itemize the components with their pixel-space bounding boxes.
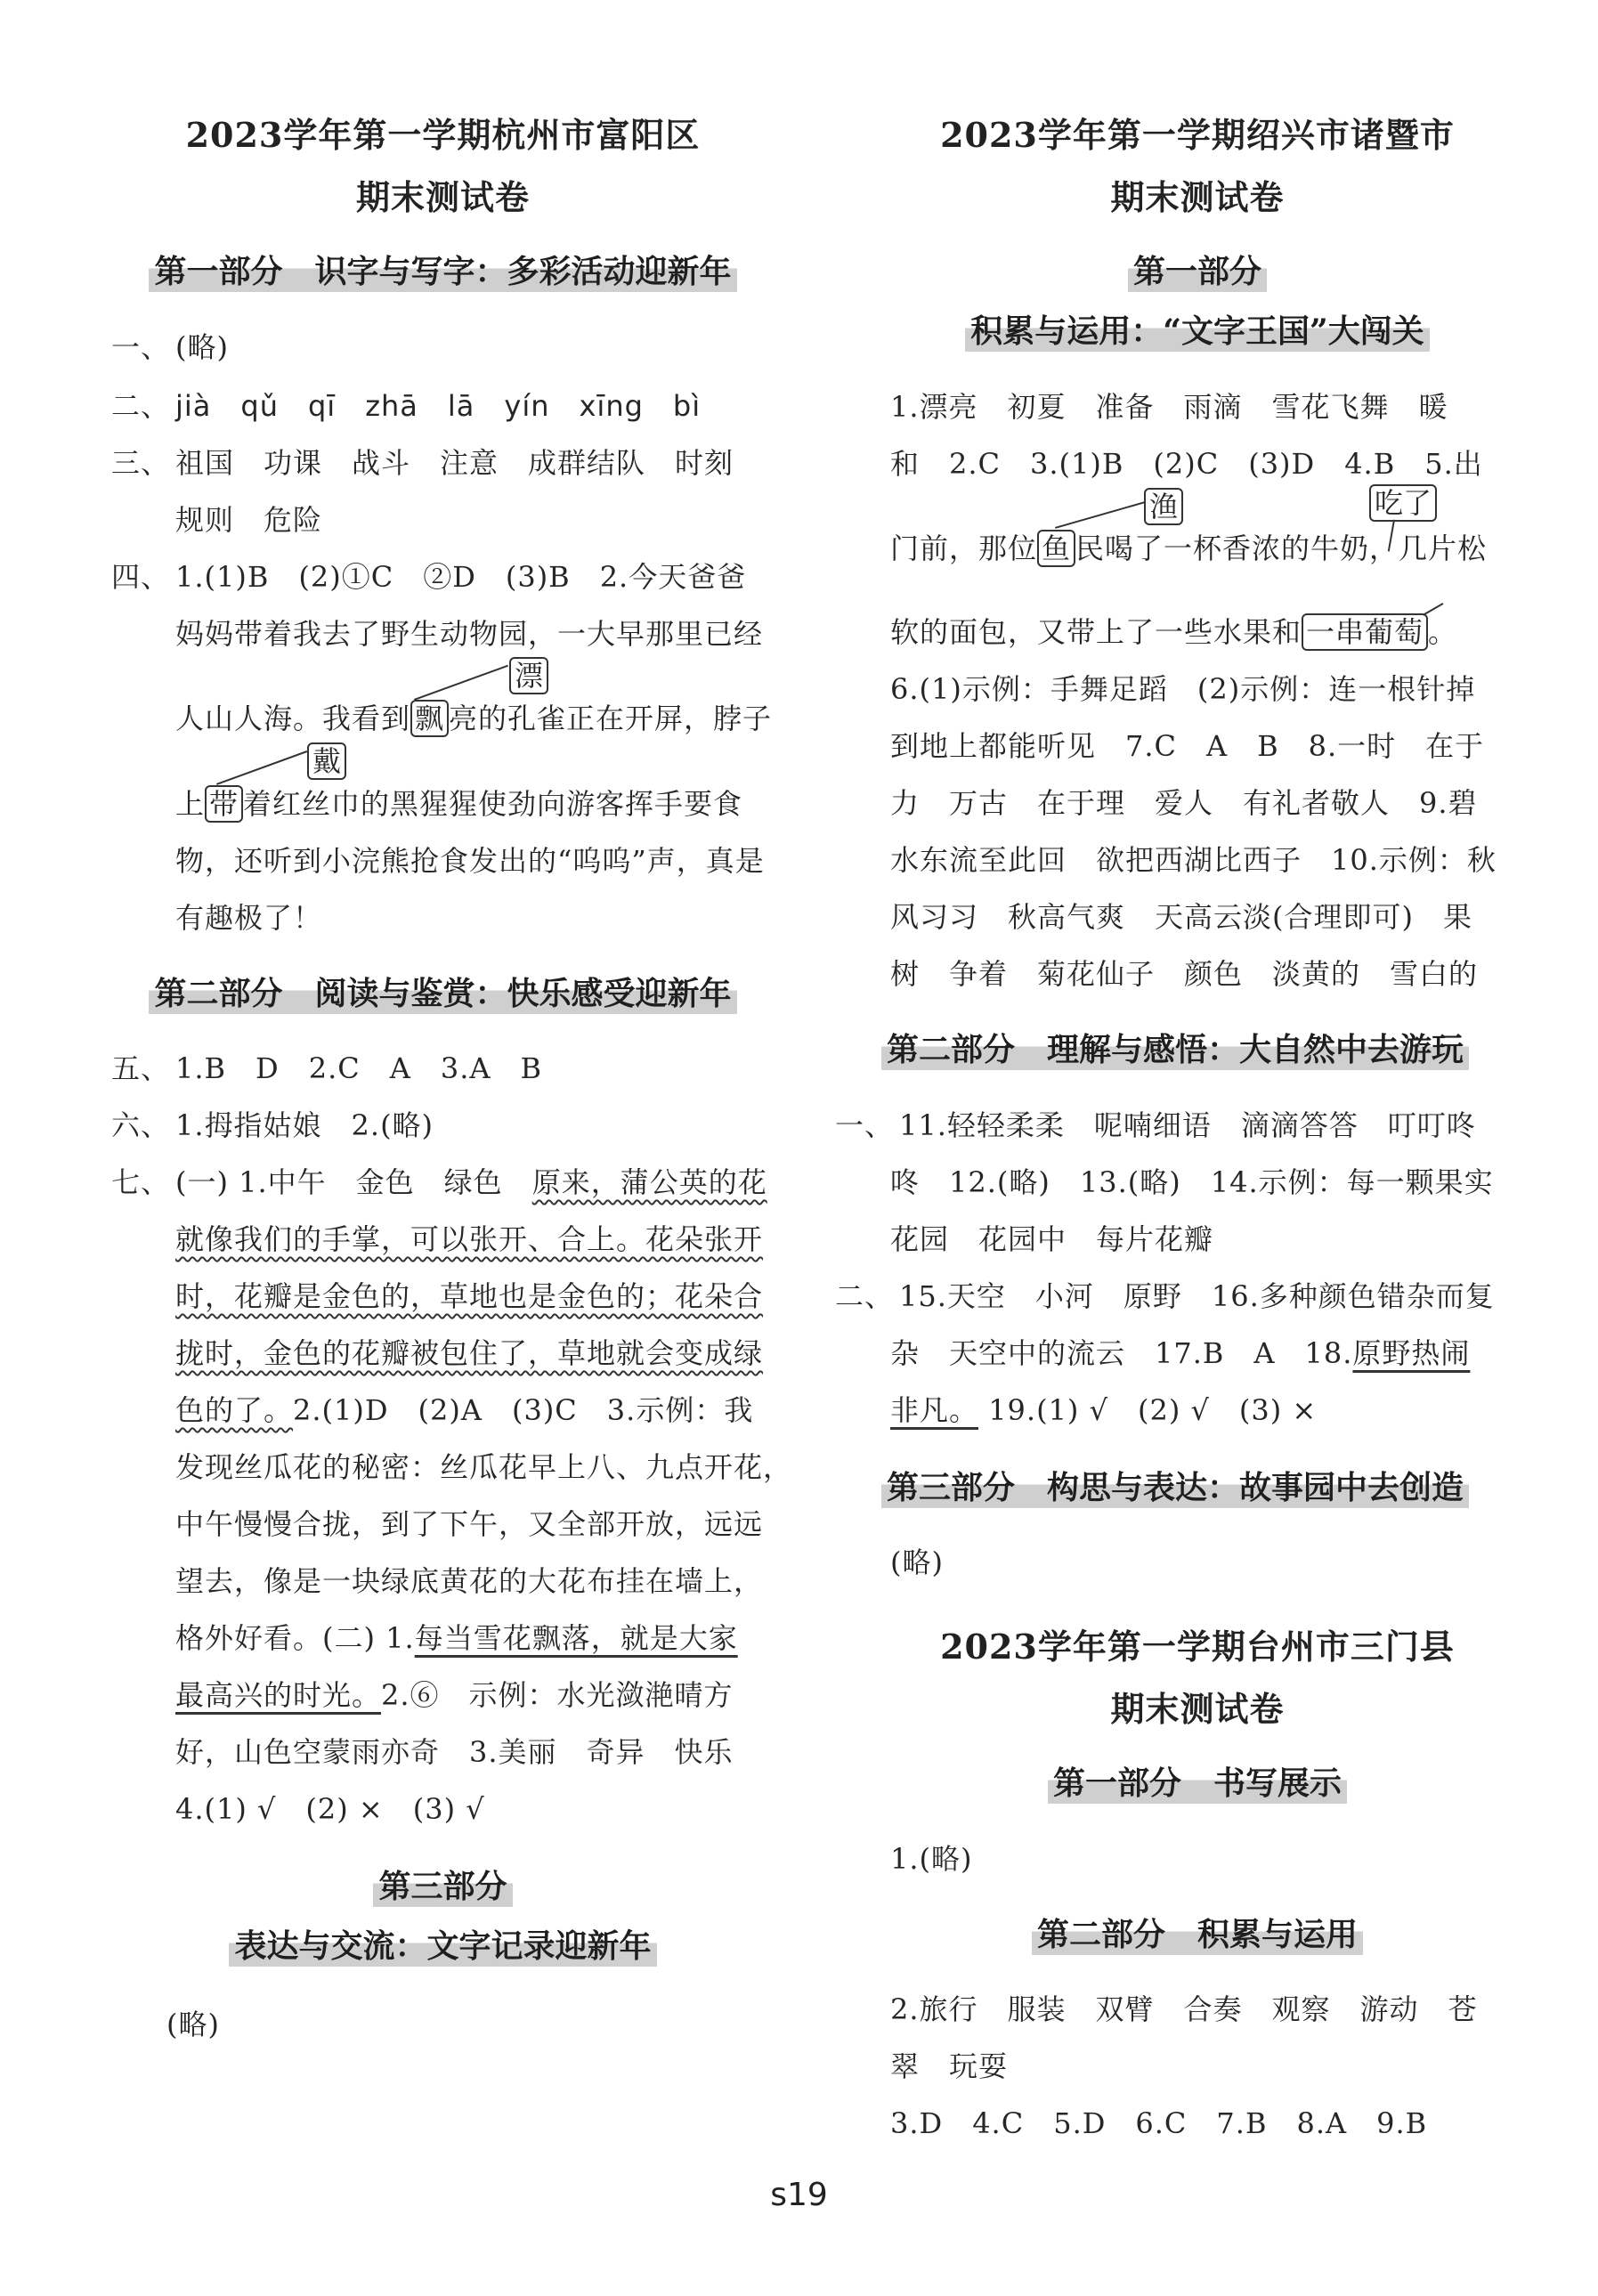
exam-title-line1: 2023学年第一学期杭州市富阳区 (185, 115, 701, 155)
answer-q7-line7: 中午慢慢合拢，到了下午，又全部开放，远远 (175, 1507, 764, 1541)
correction-mark: 漂 (509, 657, 548, 694)
answer-part3: (略) (890, 1546, 944, 1579)
answer-b-line5: 杂 天空中的流云 17.B A 18.原野热闹 (890, 1336, 1471, 1370)
section-heading-part2: 第二部分 阅读与鉴赏：快乐感受迎新年 (111, 973, 775, 1014)
answer-q4-line1: 四、 1.(1)B (2)①C ②D (3)B 2.今天爸爸 (111, 560, 747, 594)
section-heading-writing: 第一部分 书写展示 (890, 1763, 1505, 1804)
error-word-box: 飘 (410, 700, 449, 737)
answer-part3: (略) (166, 2008, 220, 2041)
answer-q7-line11: 好，山色空蒙雨亦奇 3.美丽 奇异 快乐 (175, 1735, 734, 1769)
answer-q1: 一、 (略) (111, 330, 229, 364)
answer-q4-line5: 物，还听到小浣熊抢食发出的“呜呜”声，真是 (175, 844, 765, 878)
answer-s2-line3: 3.D 4.C 5.D 6.C 7.B 8.A 9.B (890, 2106, 1428, 2140)
page-number: s19 (770, 2177, 828, 2213)
answer-q4-line4: 上 带 着红丝巾的黑猩猩使劲向游客挥手要食 (175, 787, 743, 821)
answer-q4-line6: 有趣极了！ (175, 901, 323, 935)
answer-a-line2: 和 2.C 3.(1)B (2)C (3)D 4.B 5.出 (890, 447, 1483, 481)
correction-stroke (1055, 501, 1145, 529)
answer-b-line6: 非凡。 19.(1) √ (2) √ (3) × (890, 1393, 1318, 1427)
answer-a-line3: 门前，那位 鱼 民喝了一杯香浓的牛奶，几片松 (890, 531, 1488, 565)
answer-q7-line6: 发现丝瓜花的秘密：丝瓜花早上八、九点开花， (175, 1450, 793, 1484)
section-heading-part1: 第一部分 识字与写字：多彩活动迎新年 (111, 251, 775, 292)
error-word-box: 一串葡萄 (1302, 613, 1428, 651)
answer-q7-line3: 时，花瓣是金色的，草地也是金色的；花朵合 (175, 1279, 764, 1313)
exam-title-sanmen (890, 1626, 1505, 1731)
section-heading-part3: 第三部分 构思与表达：故事园中去创造 (846, 1467, 1505, 1508)
correction-mark: 戴 (307, 742, 346, 780)
answer-q7-line10: 最高兴的时光。2.⑥ 示例：水光潋滟晴方 (175, 1678, 734, 1712)
answer-a-line5: 6.(1)示例：手舞足蹈 (2)示例：连一根针掉 (890, 672, 1476, 706)
section-heading-part3: 第三部分 (111, 1866, 775, 1907)
answer-q4-line3: 人山人海。我看到 飘 亮的孔雀正在开屏，脖子 (175, 702, 773, 735)
answer-a-line4: 软的面包，又带上了一些水果和 一串葡萄 。 (890, 615, 1458, 649)
answer-b-line3: 花园 花园中 每片花瓣 (890, 1222, 1214, 1256)
answer-a-line8: 水东流至此回 欲把西湖比西子 10.示例：秋 (890, 843, 1497, 877)
answer-q7-line5: 色的了。2.(1)D (2)A (3)C 3.示例：我 (175, 1393, 754, 1427)
answer-q3-line2: 规则 危险 (175, 503, 323, 537)
exam-title-line1: 2023学年第一学期台州市三门县 (940, 1627, 1455, 1667)
answer-b-line1: 一、 11.轻轻柔柔 呢喃细语 滴滴答答 叮叮咚 (835, 1108, 1476, 1142)
answer-a-line9: 风习习 秋高气爽 天高云淡(合理即可) 果 (890, 900, 1472, 934)
exam-title-line1: 2023学年第一学期绍兴市诸暨市 (940, 115, 1455, 155)
section-heading-part1: 第一部分 (890, 251, 1505, 292)
answer-s2-line1: 2.旅行 服装 双臂 合奏 观察 游动 苍 (890, 1992, 1478, 2026)
answer-q7-line1: 七、 (一) 1.中午 金色 绿色 原来，蒲公英的花 (111, 1165, 767, 1199)
answer-a-line10: 树 争着 菊花仙子 颜色 淡黄的 雪白的 (890, 957, 1479, 991)
exam-title-line2: 期末测试卷 (355, 177, 530, 217)
answer-q2: 二、 jià qǔ qī zhā lā yín xīng bì (111, 389, 702, 423)
correction-mark: 吃了 (1369, 484, 1437, 522)
section-heading-accumulate: 第二部分 积累与运用 (890, 1914, 1505, 1955)
answer-q3-line1: 三、 祖国 功课 战斗 注意 成群结队 时刻 (111, 446, 734, 480)
correction-stroke (216, 750, 307, 785)
answer-s2-line2: 翠 玩耍 (890, 2049, 1009, 2083)
correction-mark: 渔 (1144, 488, 1183, 525)
answer-q7-line8: 望去，像是一块绿底黄花的大花布挂在墙上， (175, 1564, 764, 1598)
answer-a-line1: 1.漂亮 初夏 准备 雨滴 雪花飞舞 暖 (890, 390, 1448, 424)
answer-b-line4: 二、 15.天空 小河 原野 16.多种颜色错杂而复 (835, 1279, 1495, 1313)
answer-q6: 六、 1.拇指姑娘 2.(略) (111, 1108, 434, 1142)
exam-title-fuyang (111, 114, 775, 219)
answer-q7-line9: 格外好看。(二) 1.每当雪花飘落，就是大家 (175, 1621, 738, 1655)
answer-q7-line4: 拢时，金色的花瓣被包住了，草地就会变成绿 (175, 1336, 764, 1370)
section-heading-part2: 第二部分 理解与感悟：大自然中去游玩 (846, 1029, 1505, 1070)
exam-title-line2: 期末测试卷 (1110, 177, 1285, 217)
error-word-box: 带 (205, 785, 243, 823)
answer-a-line7: 力 万古 在于理 爱人 有礼者敬人 9.碧 (890, 786, 1478, 820)
correction-stroke (414, 665, 508, 701)
exam-title-line2: 期末测试卷 (1110, 1689, 1285, 1729)
answer-q5: 五、 1.B D 2.C A 3.A B (111, 1051, 542, 1085)
section-heading-part3-sub: 表达与交流：文字记录迎新年 (111, 1926, 775, 1967)
answer-q7-line2: 就像我们的手掌，可以张开、合上。花朵张开 (175, 1222, 764, 1256)
exam-title-zhuji (890, 114, 1505, 219)
error-word-box: 鱼 (1037, 530, 1075, 567)
answer-a-line6: 到地上都能听见 7.C A B 8.一时 在于 (890, 729, 1485, 763)
answer-q7-line12: 4.(1) √ (2) × (3) √ (175, 1792, 485, 1826)
answer-b-line2: 咚 12.(略) 13.(略) 14.示例：每一颗果实 (890, 1165, 1494, 1199)
answer-writing: 1.(略) (890, 1842, 973, 1876)
section-heading-part1-sub: 积累与运用：“文字王国”大闯关 (890, 311, 1505, 352)
answer-q4-line2: 妈妈带着我去了野生动物园，一大早那里已经 (175, 617, 764, 651)
